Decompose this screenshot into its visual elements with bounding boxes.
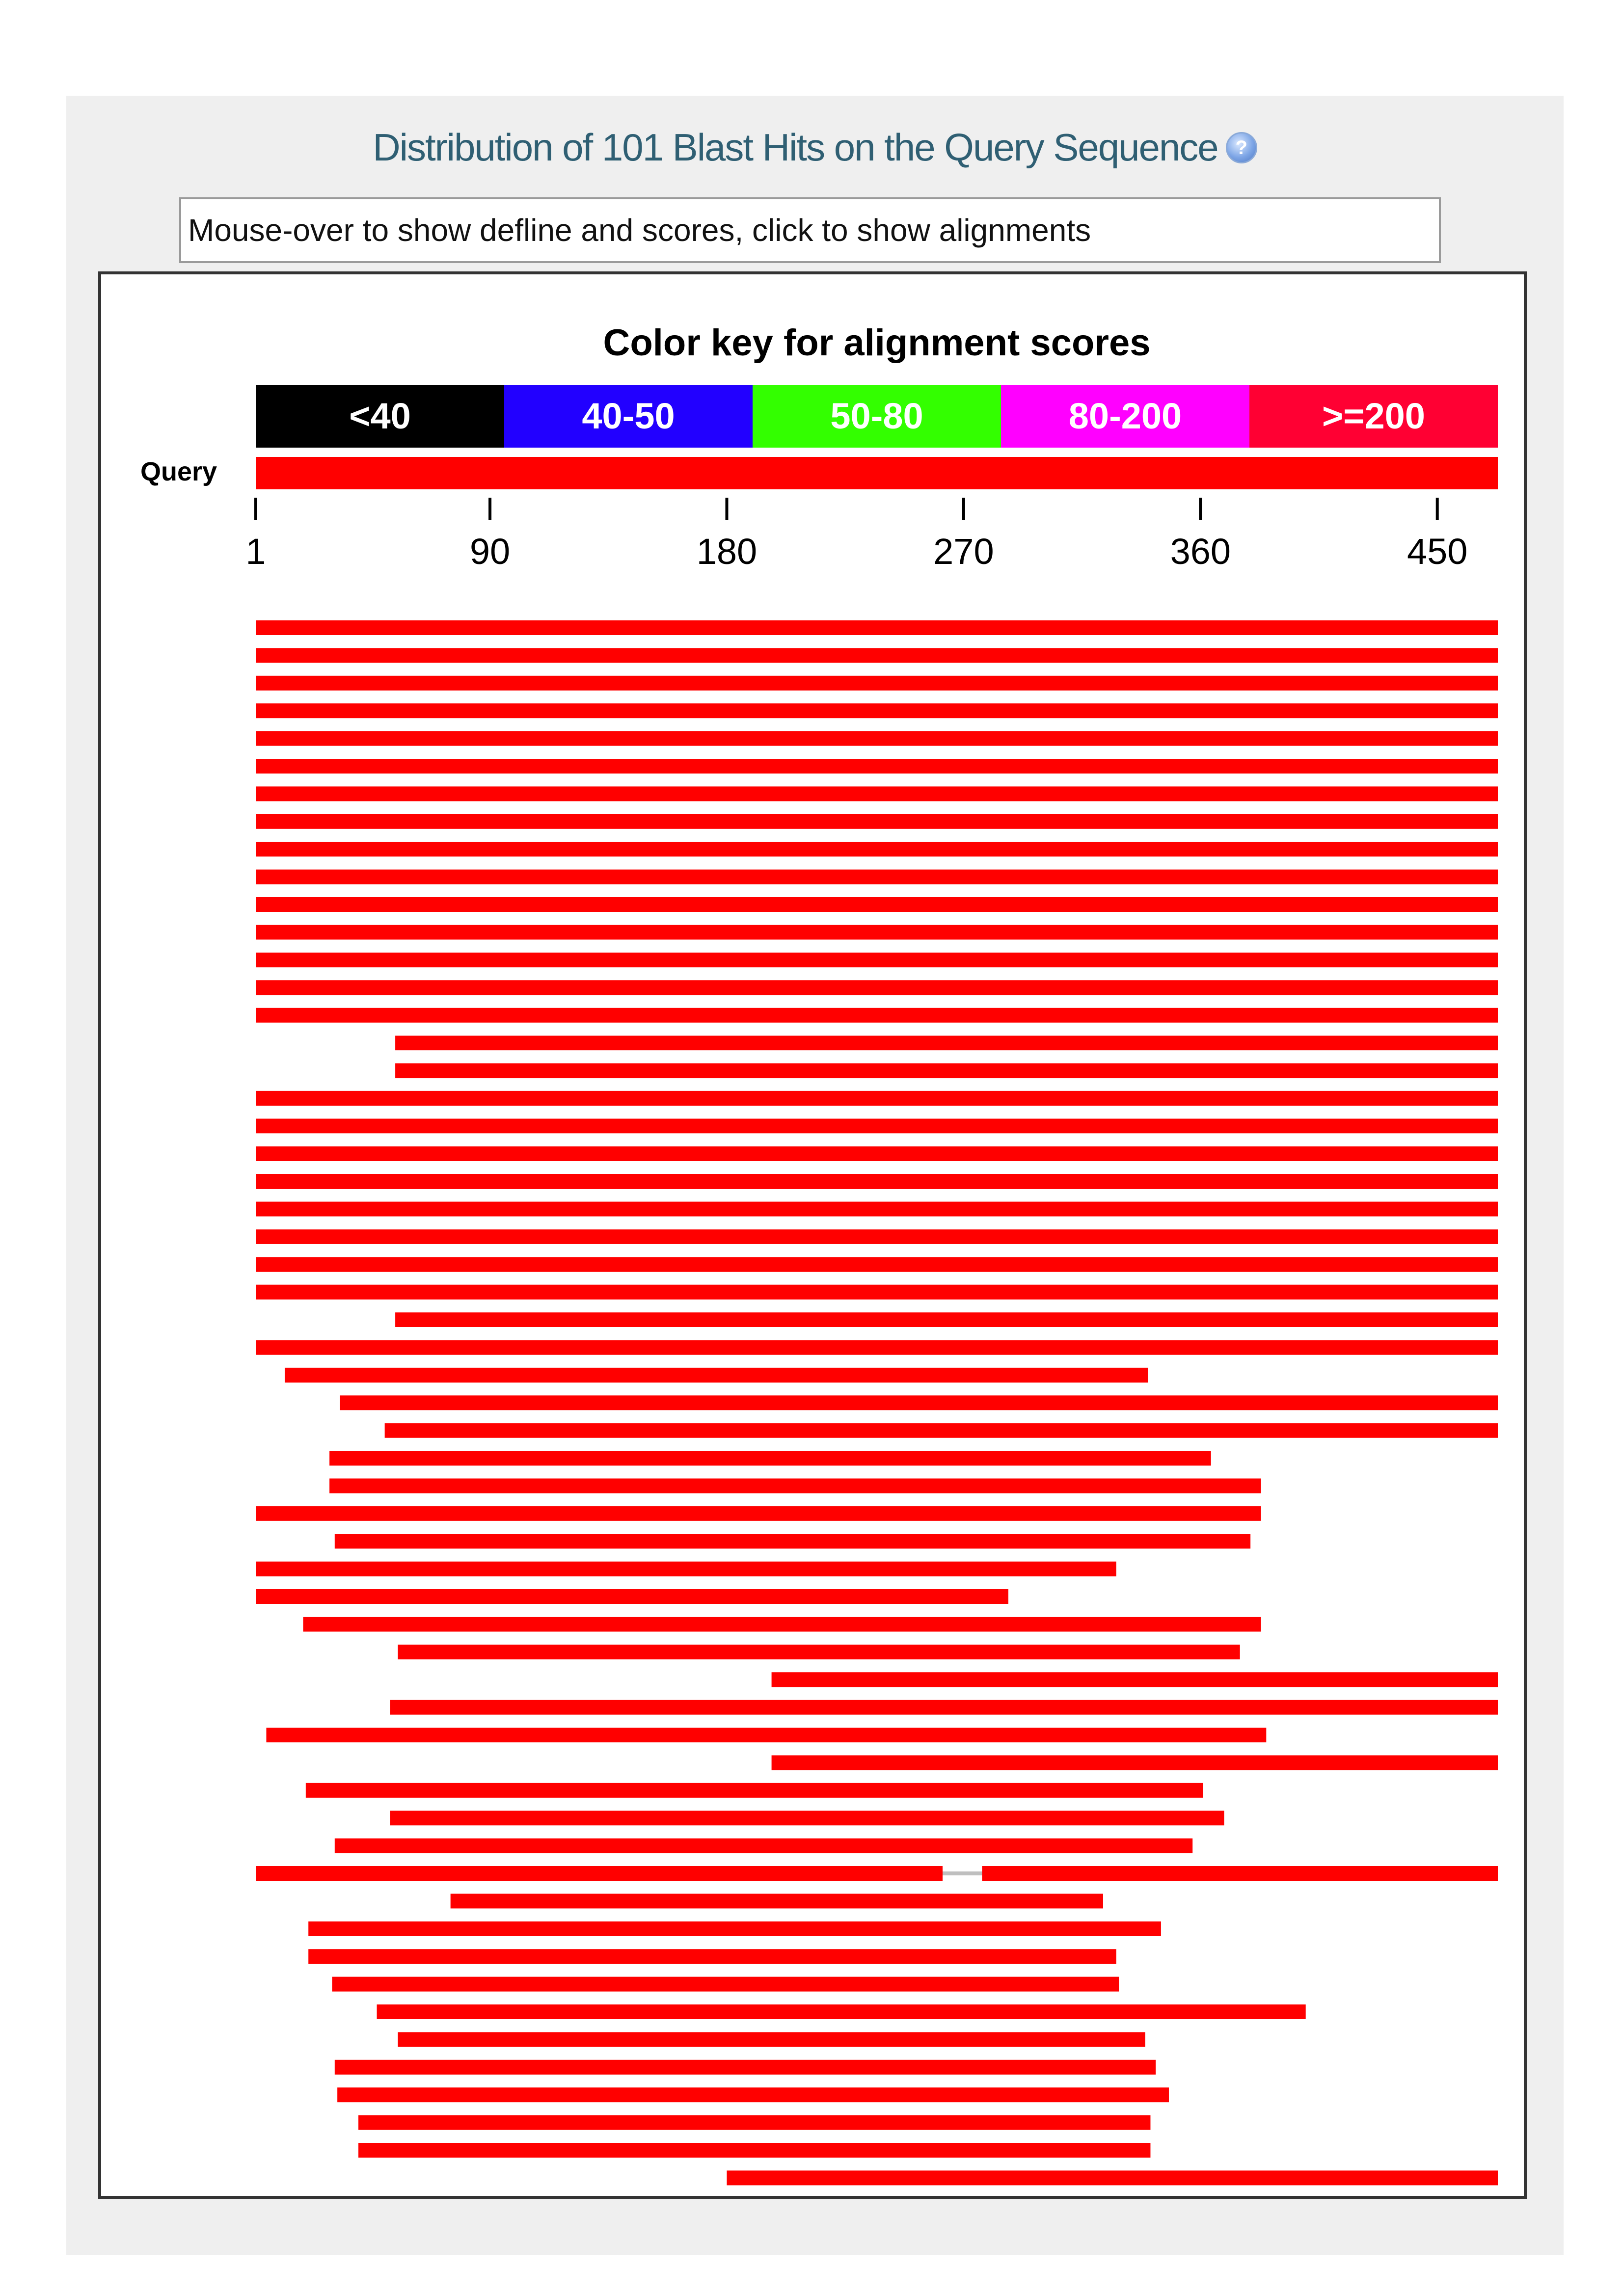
alignment-chart-svg: [101, 274, 1524, 2196]
hit-bar[interactable]: [256, 897, 1498, 912]
hit-bar[interactable]: [358, 2143, 1150, 2158]
hit-bar[interactable]: [256, 1562, 1116, 1576]
question-icon[interactable]: ?: [1226, 132, 1257, 163]
hit-bar[interactable]: [395, 1036, 1498, 1050]
hit-bar[interactable]: [256, 703, 1498, 718]
alignment-graphic: [98, 271, 1527, 2199]
hit-bar[interactable]: [256, 925, 1498, 939]
mouseover-info-box: Mouse-over to show defline and scores, click to show alignments: [179, 197, 1441, 263]
hit-bar[interactable]: [772, 1672, 1498, 1687]
blast-graphic-panel: [66, 96, 1564, 2255]
hit-bar[interactable]: [256, 786, 1498, 801]
hit-bar[interactable]: [256, 1201, 1498, 1216]
hit-bar[interactable]: [256, 1174, 1498, 1189]
hit-bar[interactable]: [377, 2004, 1306, 2019]
hit-bar[interactable]: [329, 1478, 1261, 1493]
hit-bar[interactable]: [285, 1368, 1148, 1383]
hit-bar[interactable]: [727, 2170, 1498, 2185]
hit-bar[interactable]: [306, 1783, 1203, 1798]
hit-bar[interactable]: [256, 1008, 1498, 1023]
hit-bar[interactable]: [256, 1147, 1498, 1161]
hit-bar[interactable]: [340, 1395, 1498, 1410]
hit-bar[interactable]: [256, 1589, 1008, 1604]
hit-bar[interactable]: [395, 1312, 1498, 1327]
hit-bar[interactable]: [256, 953, 1498, 967]
query-label: Query: [140, 457, 217, 486]
tick-label: 270: [933, 531, 994, 572]
hit-bar[interactable]: [256, 1506, 1261, 1521]
tick-label: 180: [696, 531, 757, 572]
color-key-label: 50-80: [830, 396, 923, 436]
hit-bar[interactable]: [398, 1645, 1240, 1659]
hit-bar[interactable]: [308, 1922, 1161, 1936]
hit-bar[interactable]: [385, 1423, 1498, 1438]
hit-bar[interactable]: [256, 1340, 1498, 1355]
hit-bar[interactable]: [256, 731, 1498, 746]
color-key-label: 40-50: [582, 396, 675, 436]
hit-bar[interactable]: [332, 1977, 1119, 1992]
color-key-label: <40: [349, 396, 411, 436]
hit-bar[interactable]: [256, 1257, 1498, 1272]
tick-label: 360: [1170, 531, 1231, 572]
hit-bar[interactable]: [256, 676, 1498, 691]
hit-bar[interactable]: [256, 759, 1498, 774]
hit-bar[interactable]: [335, 1534, 1250, 1548]
hit-bar[interactable]: [451, 1894, 1103, 1908]
hit-bar[interactable]: [335, 2060, 1156, 2075]
tick-label: 90: [469, 531, 511, 572]
query-bar: [256, 457, 1498, 489]
hit-bar[interactable]: [398, 2032, 1145, 2047]
hit-bar[interactable]: [256, 620, 1498, 635]
hit-bar[interactable]: [308, 1949, 1116, 1964]
hit-bar[interactable]: [395, 1063, 1498, 1078]
hit-bar[interactable]: [390, 1811, 1224, 1825]
hit-bar[interactable]: [256, 842, 1498, 856]
hit-bar[interactable]: [329, 1451, 1211, 1466]
hit-bar[interactable]: [256, 1119, 1498, 1133]
hit-bar[interactable]: [303, 1617, 1261, 1631]
hit-bar[interactable]: [335, 1839, 1192, 1853]
color-key-title: Color key for alignment scores: [603, 322, 1151, 364]
color-key-label: 80-200: [1068, 396, 1182, 436]
hit-bar[interactable]: [982, 1866, 1498, 1881]
hit-bar[interactable]: [256, 1091, 1498, 1106]
hit-bar[interactable]: [266, 1728, 1266, 1742]
tick-label: 450: [1407, 531, 1468, 572]
hit-bar[interactable]: [256, 1229, 1498, 1244]
color-key-label: >=200: [1322, 396, 1425, 436]
hit-bar[interactable]: [390, 1700, 1498, 1715]
hit-bar[interactable]: [256, 870, 1498, 884]
page-title: Distribution of 101 Blast Hits on the Query Sequence: [373, 126, 1218, 169]
hit-bar[interactable]: [337, 2087, 1169, 2102]
hit-bar[interactable]: [358, 2115, 1150, 2130]
hit-bar[interactable]: [256, 1866, 943, 1881]
hit-bar[interactable]: [256, 1285, 1498, 1300]
hit-bar[interactable]: [772, 1755, 1498, 1770]
hit-bar[interactable]: [256, 980, 1498, 995]
hit-bar[interactable]: [256, 814, 1498, 829]
tick-label: 1: [245, 531, 266, 572]
hit-bar[interactable]: [256, 648, 1498, 663]
title-row: [66, 125, 1564, 170]
